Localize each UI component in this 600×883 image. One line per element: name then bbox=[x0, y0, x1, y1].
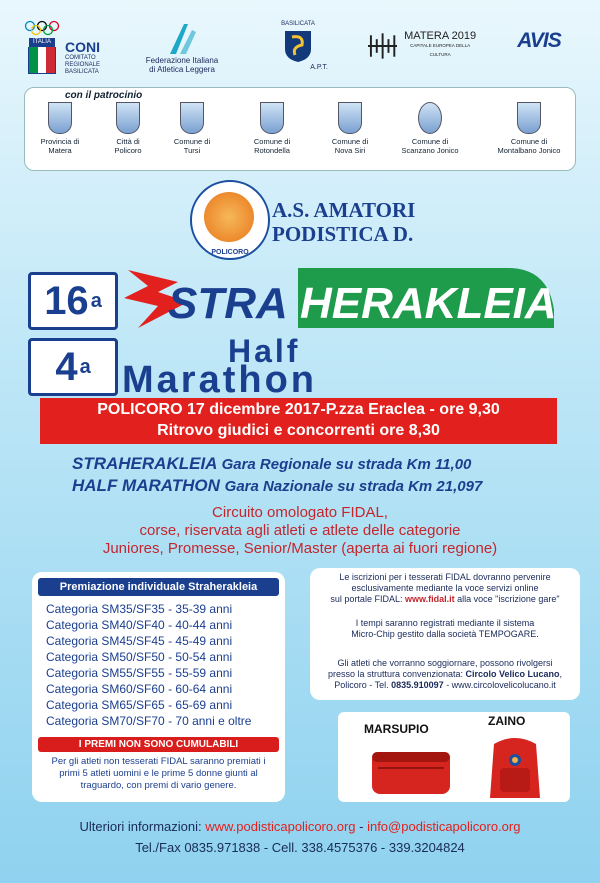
circolo-name: Circolo Velico Lucano bbox=[465, 669, 560, 679]
info-text: alla voce "iscrizione gare" bbox=[454, 594, 560, 604]
comune-line1: Comune di bbox=[510, 137, 548, 146]
category-item: Categoria SM70/SF70 - 70 anni e oltre bbox=[46, 714, 252, 728]
club-logo-text: POLICORO bbox=[211, 249, 249, 256]
comune-scanzano bbox=[395, 102, 465, 155]
comune-line1: Città di bbox=[116, 137, 140, 146]
fidal-line1: Federazione Italiana bbox=[145, 56, 219, 65]
crest-icon bbox=[418, 102, 442, 134]
fidal-logo bbox=[142, 20, 222, 80]
comune-line1: Comune di bbox=[253, 137, 291, 146]
half-marathon-title bbox=[118, 332, 558, 398]
apt-logo bbox=[268, 20, 328, 80]
crest-icon bbox=[48, 102, 72, 134]
coni-flag-label: ITALIA bbox=[29, 38, 55, 47]
circuit-line1: Circuito omologato FIDAL, bbox=[212, 504, 388, 521]
crest-icon bbox=[338, 102, 362, 134]
comune-line2: Montalbano Jonico bbox=[497, 146, 561, 155]
comune-line2: Tursi bbox=[183, 146, 201, 155]
note-line: Per gli atleti non tesserati FIDAL saranno premiati i bbox=[51, 756, 266, 767]
comune-rotondella bbox=[237, 102, 307, 155]
race-desc: Gara Regionale su strada Km 11,00 bbox=[221, 456, 472, 473]
crest-icon bbox=[517, 102, 541, 134]
fidal-icon bbox=[162, 20, 202, 56]
coni-sub1: COMITATO bbox=[65, 55, 96, 61]
footer-label: Ulteriori informazioni: bbox=[79, 819, 206, 834]
footer-email-link[interactable]: info@podisticapolicoro.org bbox=[367, 819, 521, 834]
club-name-line1: A.S. AMATORI bbox=[272, 198, 416, 222]
info-text: presso la struttura convenzionata: bbox=[327, 669, 466, 679]
comune-montalbano bbox=[487, 102, 571, 155]
title-marathon-text: Marathon bbox=[122, 359, 317, 398]
info-text: , bbox=[559, 669, 563, 679]
title-half-text: Half bbox=[228, 333, 301, 369]
edition-suffix: a bbox=[90, 289, 102, 312]
fidal-line2: di Atletica Leggera bbox=[149, 65, 215, 74]
info-line: Gli atleti che vorranno soggiornare, possono rivolgersi bbox=[337, 658, 553, 668]
footer-separator: - bbox=[355, 819, 368, 834]
event-banner bbox=[40, 398, 557, 444]
gift-zaino-label: ZAINO bbox=[488, 714, 526, 728]
no-cumulative-badge: I PREMI NON SONO CUMULABILI bbox=[38, 737, 279, 752]
info-text: Policoro - Tel. bbox=[334, 680, 392, 690]
comune-line2: Scanzano Jonico bbox=[401, 146, 459, 155]
info-line: Le iscrizioni per i tesserati FIDAL dovranno pervenire bbox=[339, 572, 551, 582]
premiazione-title: Premiazione individuale Straherakleia bbox=[38, 578, 279, 596]
avis-title: AVIS bbox=[517, 29, 561, 52]
comune-policoro bbox=[93, 102, 163, 155]
comune-line2: Policoro bbox=[114, 146, 142, 155]
footer-phones: Tel./Fax 0835.971838 - Cell. 338.4575376 - 339.3204824 bbox=[135, 840, 465, 855]
club-logo bbox=[190, 180, 270, 260]
category-item: Categoria SM55/SF55 - 55-59 anni bbox=[46, 666, 233, 680]
comune-line1: Comune di bbox=[173, 137, 211, 146]
info-line: Micro-Chip gestito dalla società TEMPOGARE. bbox=[351, 629, 539, 639]
crest-icon bbox=[180, 102, 204, 134]
race-straherakleia bbox=[72, 454, 471, 474]
comune-line2: Matera bbox=[48, 146, 72, 155]
event-line2: Ritrovo giudici e concorrenti ore 8,30 bbox=[157, 422, 440, 439]
matera-logo bbox=[368, 32, 480, 92]
patrocinio-panel bbox=[24, 87, 576, 171]
premiazione-note bbox=[38, 756, 279, 792]
circuit-line2: corse, riservata agli atleti e atlete delle categorie bbox=[139, 522, 461, 539]
comune-matera bbox=[25, 102, 95, 155]
info-line bbox=[316, 669, 574, 680]
edition-badge-4 bbox=[28, 338, 118, 396]
comune-line2: Nova Siri bbox=[334, 146, 366, 155]
category-item: Categoria SM65/SF65 - 65-69 anni bbox=[46, 698, 233, 712]
comune-nova-siri bbox=[315, 102, 385, 155]
category-item: Categoria SM35/SF35 - 35-39 anni bbox=[46, 602, 233, 616]
info-registration bbox=[316, 572, 574, 605]
coni-logo bbox=[24, 20, 114, 80]
category-item: Categoria SM40/SF40 - 40-44 anni bbox=[46, 618, 233, 632]
info-panel bbox=[310, 568, 580, 700]
crest-icon bbox=[260, 102, 284, 134]
club-name bbox=[272, 198, 415, 246]
info-timing bbox=[316, 618, 574, 640]
note-line: traguardo, con premi di vario genere. bbox=[80, 780, 237, 791]
info-line bbox=[316, 680, 574, 691]
race-name: HALF MARATHON bbox=[72, 476, 220, 495]
wing-icon bbox=[204, 192, 254, 242]
race-half-marathon bbox=[72, 476, 482, 496]
apt-shield-icon bbox=[283, 29, 313, 63]
matera-sub: CAPITALE EUROPEA DELLA CULTURA bbox=[410, 43, 471, 57]
premiazione-panel bbox=[32, 572, 285, 802]
comune-line1: Comune di bbox=[331, 137, 369, 146]
coni-title: CONI bbox=[65, 39, 100, 55]
edition-number: 16 bbox=[44, 278, 89, 323]
gift-marsupio-label: MARSUPIO bbox=[364, 722, 429, 736]
olympic-rings-icon bbox=[24, 20, 60, 36]
category-item: Categoria SM45/SF45 - 45-49 anni bbox=[46, 634, 233, 648]
circolo-phone: 0835.910097 bbox=[391, 680, 444, 690]
title-stra-text: STRA bbox=[168, 279, 288, 328]
note-line: primi 5 atleti uomini e le prime 5 donne giunti al bbox=[59, 768, 258, 779]
zaino-icon bbox=[486, 732, 544, 802]
matera-icon bbox=[368, 33, 397, 59]
comune-line1: Comune di bbox=[411, 137, 449, 146]
race-name: STRAHERAKLEIA bbox=[72, 454, 217, 473]
info-accommodation bbox=[316, 658, 574, 691]
edition-suffix: a bbox=[79, 355, 91, 378]
italy-shield-icon bbox=[28, 47, 56, 74]
fidal-link[interactable]: www.fidal.it bbox=[404, 594, 455, 604]
title-herakleia-text: HERAKLEIA bbox=[300, 279, 557, 328]
coni-sub2: REGIONALE bbox=[65, 62, 101, 68]
info-line bbox=[316, 594, 574, 605]
matera-title: MATERA 2019 bbox=[404, 30, 477, 42]
comune-tursi bbox=[157, 102, 227, 155]
straherakleia-title bbox=[118, 262, 558, 332]
edition-number: 4 bbox=[55, 344, 78, 389]
race-desc: Gara Nazionale su strada Km 21,097 bbox=[224, 478, 483, 495]
footer-website-link[interactable]: www.podisticapolicoro.org bbox=[205, 819, 356, 834]
category-item: Categoria SM60/SF60 - 60-64 anni bbox=[46, 682, 233, 696]
footer-contacts bbox=[0, 818, 600, 835]
marsupio-icon bbox=[368, 746, 454, 798]
info-line: esclusivamente mediante la voce servizi online bbox=[351, 583, 539, 593]
club-name-line2: PODISTICA D. bbox=[272, 222, 414, 246]
circuit-line3: Juniores, Promesse, Senior/Master (aperta ai fuori regione) bbox=[102, 540, 498, 557]
event-line1: POLICORO 17 dicembre 2017-P.zza Eraclea - ore 9,30 bbox=[97, 401, 500, 418]
footer bbox=[0, 818, 600, 857]
crest-icon bbox=[116, 102, 140, 134]
apt-bottom: A.P.T. bbox=[310, 64, 328, 71]
info-text: sul portale FIDAL: bbox=[330, 594, 405, 604]
circolo-website[interactable]: - www.circolovelicolucano.it bbox=[443, 680, 556, 690]
patrocinio-title: con il patrocinio bbox=[65, 90, 143, 101]
category-item: Categoria SM50/SF50 - 50-54 anni bbox=[46, 650, 233, 664]
coni-sub3: BASILICATA bbox=[65, 69, 99, 75]
comune-line2: Rotondella bbox=[254, 146, 290, 155]
apt-top: BASILICATA bbox=[281, 21, 315, 27]
comune-line1: Provincia di bbox=[40, 137, 80, 146]
edition-badge-16 bbox=[28, 272, 118, 330]
info-line: I tempi saranno registrati mediante il sistema bbox=[355, 618, 535, 628]
